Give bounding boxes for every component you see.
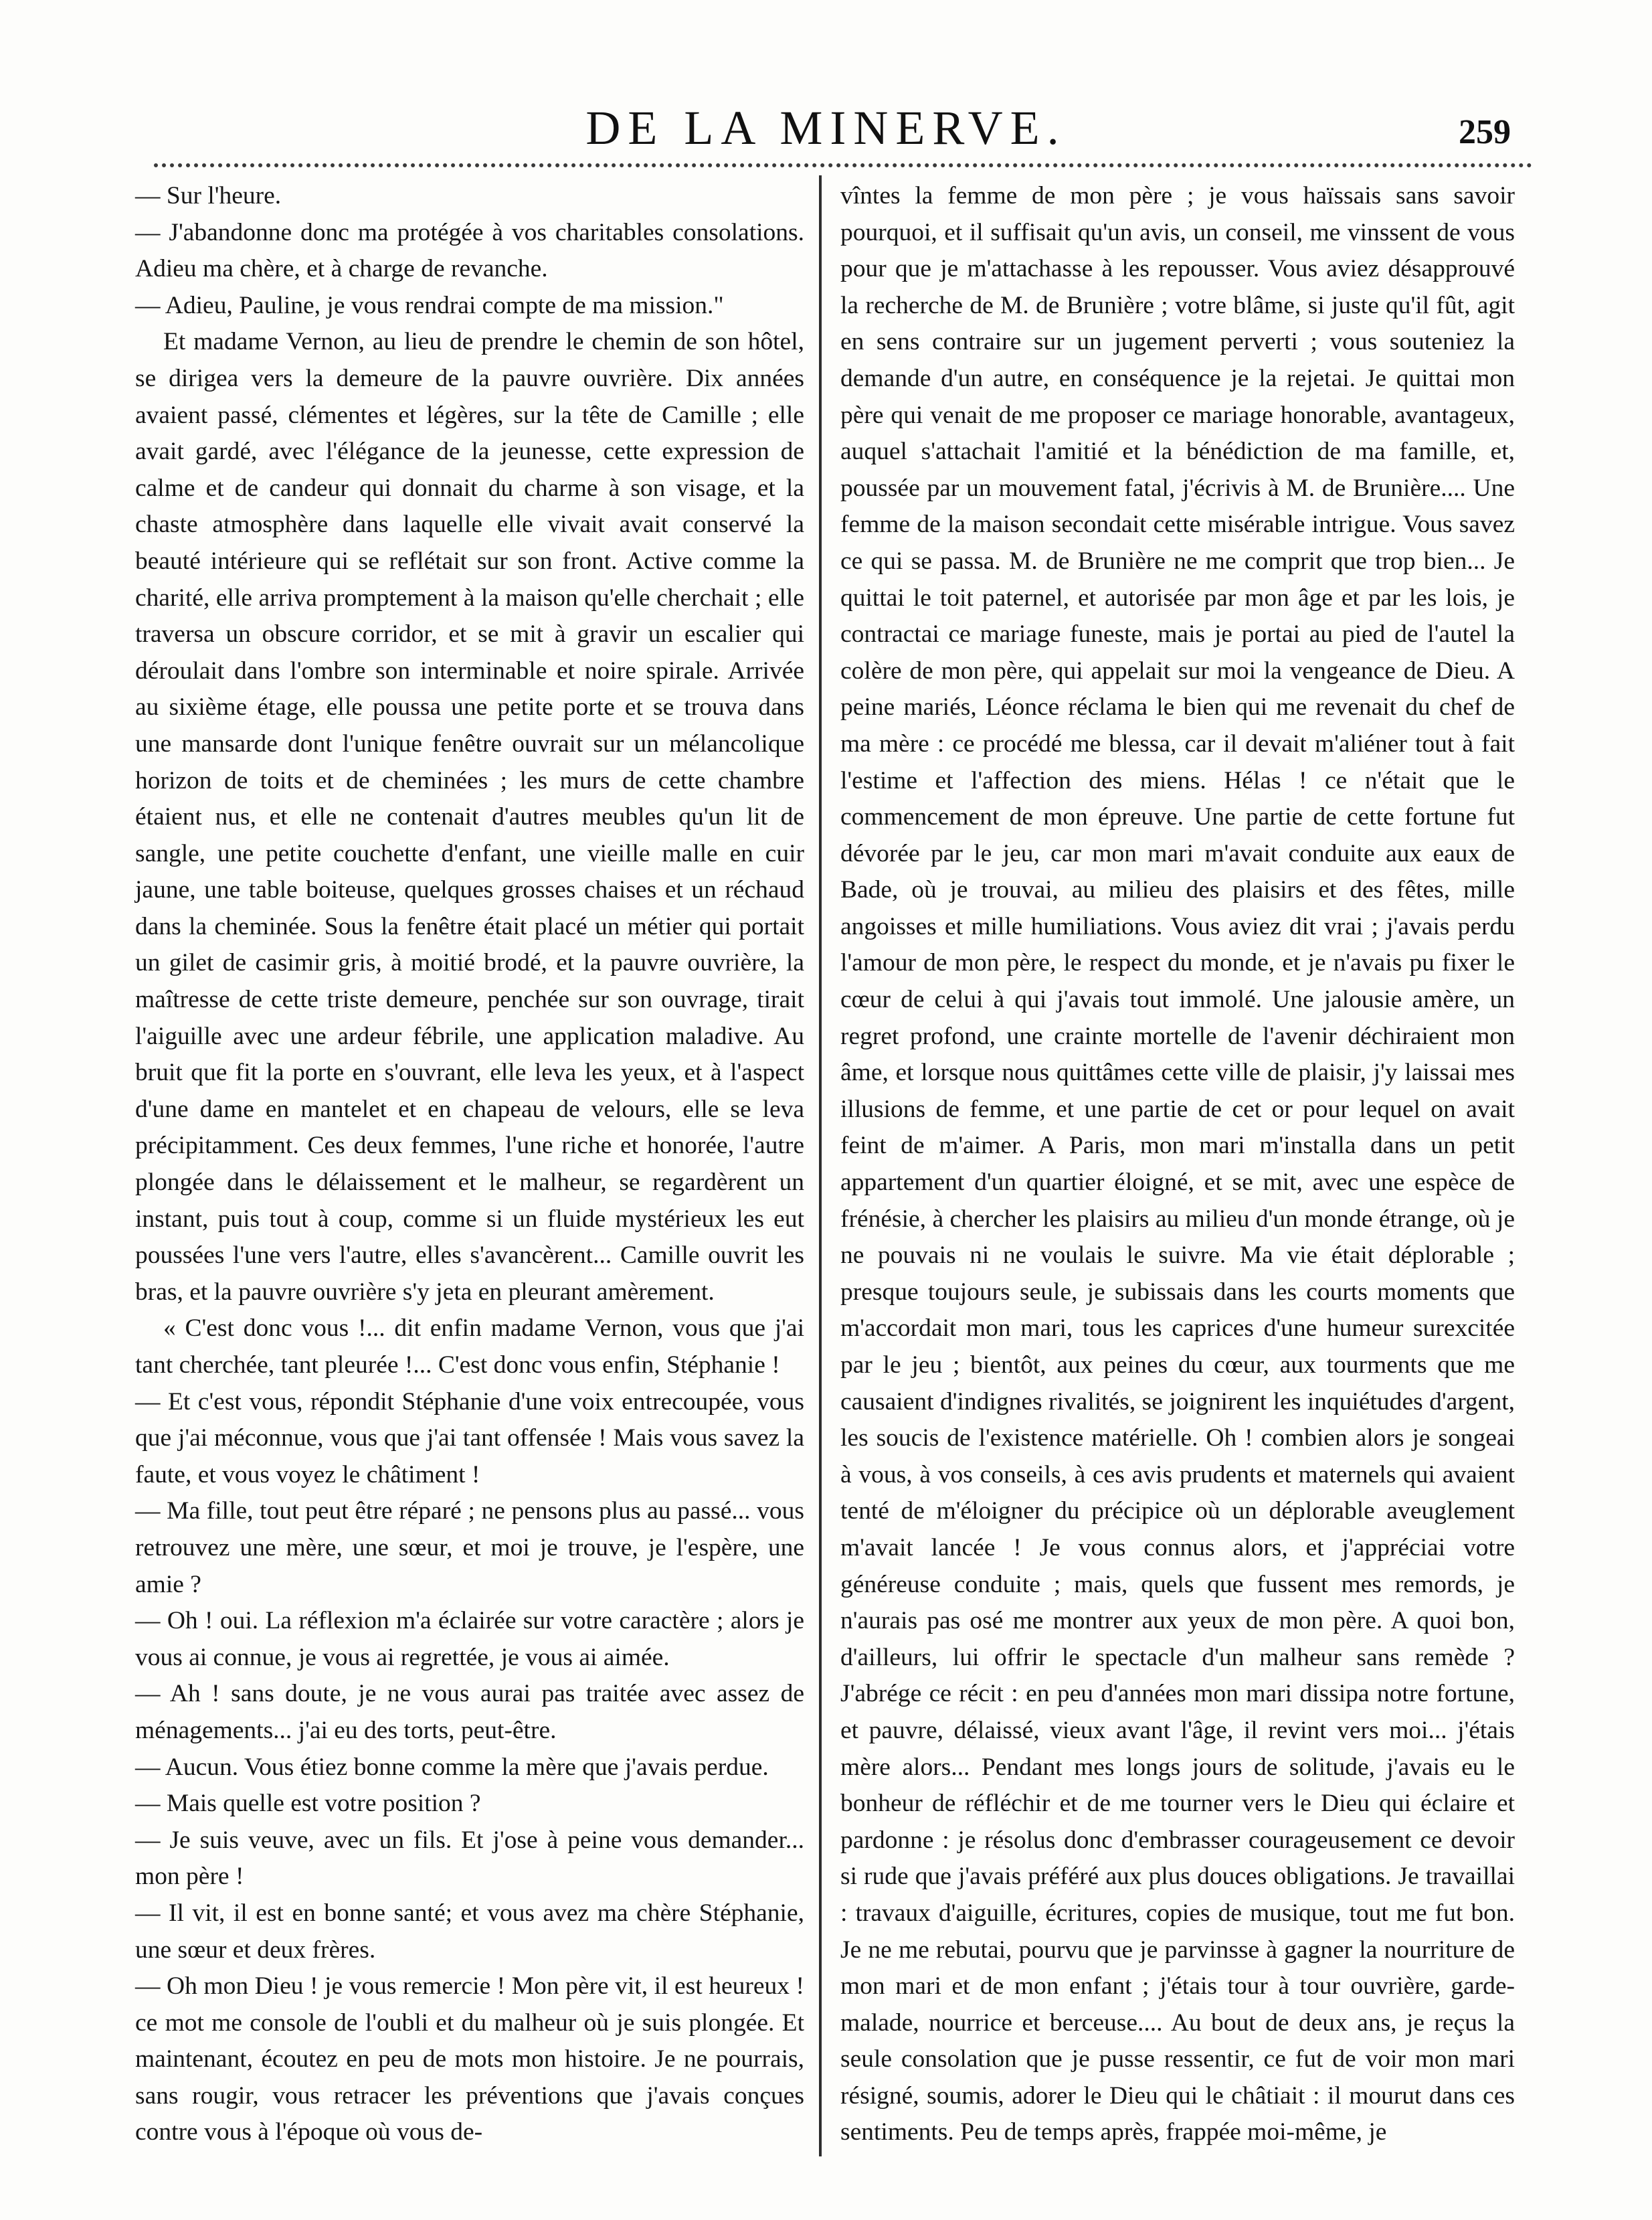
right-column bbox=[840, 178, 1515, 2151]
paragraph: — Oh ! oui. La réflexion m'a éclairée sur votre caractère ; alors je vous ai connue, je vous ai regrettée, je vous ai aimée. bbox=[135, 1607, 804, 1671]
column-divider bbox=[819, 175, 822, 2156]
paragraph: — Oh mon Dieu ! je vous remercie ! Mon père vit, il est heureux ! ce mot me console de l'oubli et du malheur où je suis plongée. Et maintenant, écoutez en peu de mots mon histoire. Je ne pourrais, sans rougir, vous retracer les préventions que j'avais conçues contre vous à l'époque où vous de- bbox=[135, 1972, 804, 2146]
paragraph: — Sur l'heure. bbox=[135, 182, 282, 209]
paragraph: « C'est donc vous !... dit enfin madame Vernon, vous que j'ai tant cherchée, tant pleurée !... C'est donc vous enfin, Stéphanie ! bbox=[135, 1314, 804, 1379]
paragraph: — Il vit, il est en bonne santé; et vous avez ma chère Stéphanie, une sœur et deux frères. bbox=[135, 1899, 804, 1964]
paragraph: Et madame Vernon, au lieu de prendre le chemin de son hôtel, se dirigea vers la demeure de la pauvre ouvrière. Dix années avaient passé, clémentes et légères, sur la tête de Camille ; elle avait gardé, avec l'élégance de la jeunesse, cette expression de calme et de candeur qui donnait du charme à son visage, et la chaste atmosphère dans laquelle elle vivait avait conservé la beauté intérieure qui se reflétait sur son front. Active comme la charité, elle arriva promptement à la maison qu'elle cherchait ; elle traversa un obscure corridor, et se mit à gravir un escalier qui déroulait dans l'ombre son interminable et noire spirale. Arrivée au sixième étage, elle poussa une petite porte et se trouva dans une mansarde dont l'unique fenêtre ouvrait sur un mélancolique horizon de toits et de cheminées ; les murs de cette chambre étaient nus, et elle ne contenait d'autres meubles qu'un lit de sangle, une petite couchette d'enfant, une vieille malle en cuir jaune, une table boiteuse, quelques grosses chaises et un réchaud dans la cheminée. Sous la fenêtre était placé un métier qui portait un gilet de casimir gris, à moitié brodé, et la pauvre ouvrière, la maîtresse de cette triste demeure, penchée sur son ouvrage, tirait l'aiguille avec une ardeur fébrile, une application maladive. Au bruit que fit la porte en s'ouvrant, elle leva les yeux, et à l'aspect d'une dame en mantelet et en chapeau de velours, elle se leva précipitamment. Ces deux femmes, l'une riche et honorée, l'autre plongée dans le délaissement et le malheur, se regardèrent un instant, puis tout à coup, comme si un fluide mystérieux les eut poussées l'une vers l'autre, elles s'avancèrent... Camille ouvrit les bras, et la pauvre ouvrière s'y jeta en pleurant amèrement. bbox=[135, 328, 804, 1306]
paragraph: vîntes la femme de mon père ; je vous haïssais sans savoir pourquoi, et il suffisait qu'un avis, un conseil, me vinssent de vous pour que je m'attachasse à les repousser. Vous aviez désapprouvé la recherche de M. de Brunière ; votre blâme, si juste qu'il fût, agit en sens contraire sur un jugement perverti ; vous souteniez la demande d'un autre, en conséquence je la rejetai. Je quittai mon père qui venait de me proposer ce mariage honorable, avantageux, auquel s'attachait l'amitié et la bénédiction de ma famille, et, poussée par un mouvement fatal, j'écrivis à M. de Brunière.... Une femme de la maison secondait cette misérable intrigue. Vous savez ce qui se passa. M. de Brunière ne me comprit que trop bien... Je quittai le toit paternel, et autorisée par mon âge et par les lois, je contractai ce mariage funeste, mais je portai au pied de l'autel la colère de mon père, qui appelait sur moi la vengeance de Dieu. A peine mariés, Léonce réclama le bien qui me revenait du chef de ma mère : ce procédé me blessa, car il devait m'aliéner tout à fait l'estime et l'affection des miens. Hélas ! ce n'était que le commencement de mon épreuve. Une partie de cette fortune fut dévorée par le jeu, car mon mari m'avait conduite aux eaux de Bade, où je trouvai, au milieu des plaisirs et des fêtes, mille angoisses et mille humiliations. Vous aviez dit vrai ; j'avais perdu l'amour de mon père, le respect du monde, et je n'avais pu fixer le cœur de celui à qui j'avais tout immolé. Une jalousie amère, un regret profond, une crainte mortelle de l'avenir déchiraient mon âme, et lorsque nous quittâmes cette ville de plaisir, j'y laissai mes illusions de femme, et une partie de cet or pour lequel on avait feint de m'aimer. A Paris, mon mari m'installa dans un petit appartement d'un quartier éloigné, et se mit, avec une espèce de frénésie, à chercher les plaisirs au milieu d'un monde étrange, où je ne pouvais ni ne voulais le suivre. Ma vie était déplorable ; presque toujours seule, je subissais dans les courts moments que m'accordait mon mari, tous les caprices d'une humeur surexcitée par le jeu ; bientôt, aux peines du cœur, aux tourments que me causaient d'indignes rivalités, se joignirent les inquiétudes d'argent, les soucis de l'existence matérielle. Oh ! combien alors je songeai à vous, à vos conseils, à ces avis prudents et maternels qui avaient tenté de m'éloigner du précipice où un déplorable aveuglement m'avait lancée ! Je vous connus alors, et j'appréciai votre généreuse conduite ; mais, quels que fussent mes remords, je n'aurais pas osé me montrer aux yeux de mon père. A quoi bon, d'ailleurs, lui offrir le spectacle d'un malheur sans remède ? J'abrége ce récit : en peu d'années mon mari dissipa notre fortune, et pauvre, délaissé, vieux avant l'âge, il revint vers moi... j'étais mère alors... Pendant mes longs jours de solitude, j'avais eu le bonheur de réfléchir et de me tourner vers le Dieu qui éclaire et pardonne : je résolus donc d'embrasser courageusement ce devoir si rude que j'avais préféré aux plus douces obligations. Je travaillai : travaux d'aiguille, écritures, copies de musique, tout me fut bon. Je ne me rebutai, pourvu que je parvinsse à gagner la nourriture de mon mari et de mon enfant ; j'étais tour à tour ouvrière, garde-malade, nourrice et berceuse.... Au bout de deux ans, je reçus la seule consolation que je pusse ressentir, ce fut de voir mon mari résigné, soumis, adorer le Dieu qui le châtiait : il mourut dans ces sentiments. Peu de temps après, frappée moi-même, je bbox=[840, 182, 1515, 2146]
paragraph: — Je suis veuve, avec un fils. Et j'ose à peine vous demander... mon père ! bbox=[135, 1826, 804, 1891]
paragraph: — Ah ! sans doute, je ne vous aurai pas traitée avec assez de ménagements... j'ai eu des torts, peut-être. bbox=[135, 1680, 804, 1744]
paragraph: — Et c'est vous, répondit Stéphanie d'une voix entrecoupée, vous que j'ai méconnue, vous que j'ai tant offensée ! Mais vous savez la faute, et vous voyez le châtiment ! bbox=[135, 1387, 804, 1488]
running-title: DE LA MINERVE. bbox=[585, 101, 1067, 155]
left-column bbox=[135, 178, 804, 2151]
paragraph: — Adieu, Pauline, je vous rendrai compte de ma mission." bbox=[135, 291, 724, 319]
paragraph: — Ma fille, tout peut être réparé ; ne pensons plus au passé... vous retrouvez une mère, une sœur, et moi je trouve, je l'espère, une amie ? bbox=[135, 1497, 804, 1598]
paragraph: — Mais quelle est votre position ? bbox=[135, 1790, 481, 1818]
paragraph: — Aucun. Vous étiez bonne comme la mère que j'avais perdue. bbox=[135, 1753, 769, 1781]
header-rule bbox=[154, 163, 1532, 167]
page-number: 259 bbox=[1459, 113, 1511, 151]
paragraph: — J'abandonne donc ma protégée à vos charitables consolations. Adieu ma chère, et à charge de revanche. bbox=[135, 218, 804, 283]
